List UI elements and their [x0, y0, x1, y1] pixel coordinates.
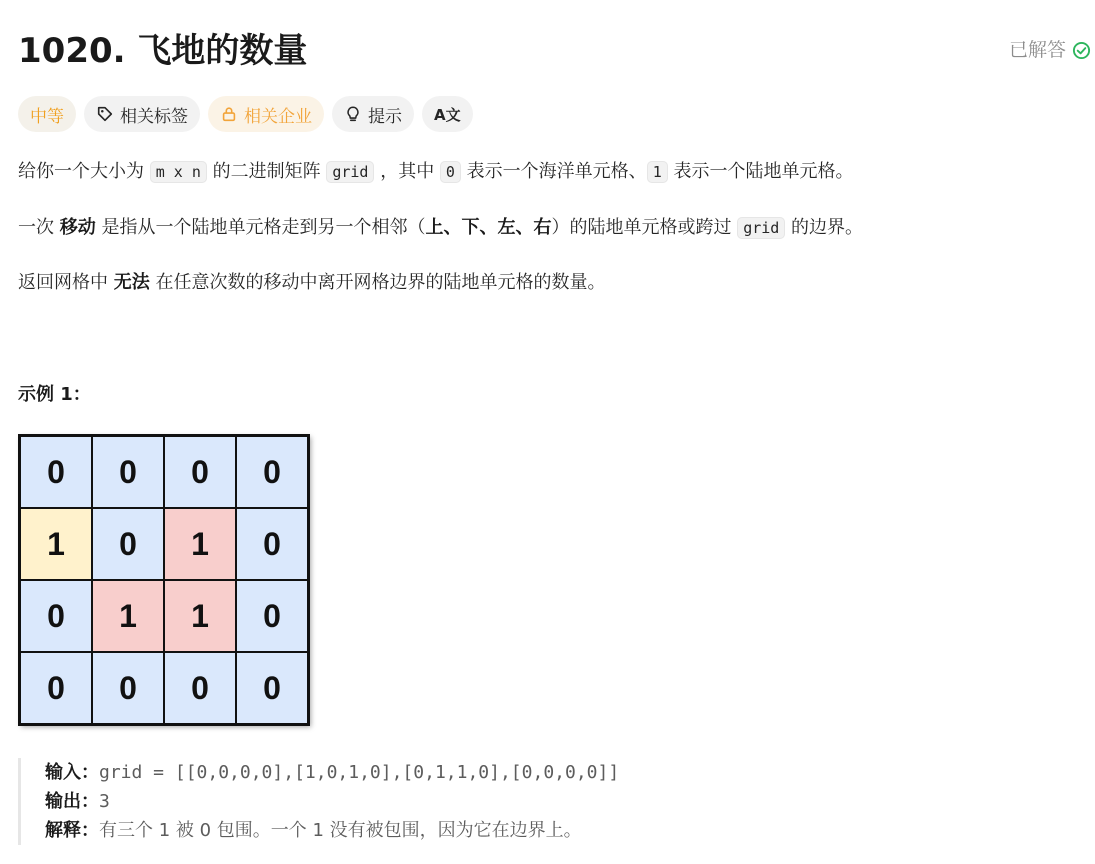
lock-icon	[220, 105, 238, 123]
inline-code: grid	[737, 217, 785, 239]
description-paragraph-3	[18, 269, 605, 297]
grid-cell: 0	[20, 580, 92, 652]
grid-cell: 1	[92, 580, 164, 652]
grid-cell: 0	[92, 652, 164, 724]
grid-cell: 1	[164, 508, 236, 580]
grid-cell: 0	[236, 652, 308, 724]
translate-button[interactable]	[422, 96, 473, 132]
text-segment: 的边界。	[785, 217, 864, 238]
output-label: 输出：	[45, 791, 99, 812]
solved-label: 已解答	[1008, 39, 1066, 61]
difficulty-badge: 中等	[18, 96, 76, 132]
description-paragraph-2	[18, 214, 863, 242]
grid-cell: 0	[20, 436, 92, 508]
tag-icon	[96, 105, 114, 123]
example-io-block	[18, 758, 619, 845]
grid-cell: 0	[236, 580, 308, 652]
input-label: 输入：	[45, 762, 99, 783]
tag-bar	[18, 96, 473, 132]
grid-cell: 0	[236, 436, 308, 508]
text-segment: 给你一个大小为	[18, 161, 150, 182]
example-title: 示例 1：	[18, 384, 91, 405]
text-segment: 表示一个陆地单元格。	[667, 161, 854, 182]
explanation-label: 解释：	[45, 820, 99, 841]
text-segment: 返回网格中	[18, 272, 114, 293]
text-segment: 表示一个海洋单元格、	[460, 161, 647, 182]
inline-code: grid	[326, 161, 374, 183]
check-circle-icon	[1072, 41, 1091, 60]
grid-cell: 0	[164, 436, 236, 508]
related-companies-button[interactable]	[208, 96, 324, 132]
grid-cell: 0	[20, 652, 92, 724]
input-value: grid = [[0,0,0,0],[1,0,1,0],[0,1,1,0],[0,0,0,0]]	[99, 762, 620, 783]
example-grid	[18, 434, 310, 726]
inline-code: m x n	[150, 161, 207, 183]
description-paragraph-1	[18, 158, 853, 186]
bold-text: 移动	[59, 217, 96, 238]
example-explanation	[45, 816, 619, 845]
bold-text: 上、下、左、右	[425, 217, 552, 238]
text-segment: ）的陆地单元格或跨过	[551, 217, 738, 238]
grid-cell: 1	[20, 508, 92, 580]
solved-status	[1009, 36, 1091, 64]
text-segment: ，其中	[374, 161, 440, 182]
lightbulb-icon	[344, 105, 362, 123]
problem-page	[18, 0, 1095, 864]
output-value: 3	[99, 791, 110, 812]
grid-cell: 1	[164, 580, 236, 652]
bold-text: 无法	[113, 272, 150, 293]
text-segment: 是指从一个陆地单元格走到另一个相邻（	[95, 217, 426, 238]
translate-icon: A文	[434, 105, 461, 124]
problem-header	[18, 28, 1091, 76]
inline-code: 1	[647, 161, 668, 183]
example-input	[45, 758, 619, 787]
example-output	[45, 787, 619, 816]
grid-cell: 0	[164, 652, 236, 724]
related-tags-label: 相关标签	[120, 106, 188, 127]
hint-label: 提示	[368, 106, 402, 127]
text-segment: 的二进制矩阵	[206, 161, 327, 182]
text-segment: 一次	[18, 217, 60, 238]
grid-cell: 0	[92, 508, 164, 580]
related-companies-label: 相关企业	[244, 106, 312, 127]
grid-cell: 0	[92, 436, 164, 508]
explanation-value: 有三个 1 被 0 包围。一个 1 没有被包围，因为它在边界上。	[99, 820, 582, 841]
related-tags-button[interactable]	[84, 96, 200, 132]
grid-cell: 0	[236, 508, 308, 580]
example-grid-figure	[18, 434, 308, 724]
problem-title: 1020. 飞地的数量	[18, 31, 308, 71]
hint-button[interactable]	[332, 96, 414, 132]
text-segment: 在任意次数的移动中离开网格边界的陆地单元格的数量。	[149, 272, 606, 293]
inline-code: 0	[440, 161, 461, 183]
